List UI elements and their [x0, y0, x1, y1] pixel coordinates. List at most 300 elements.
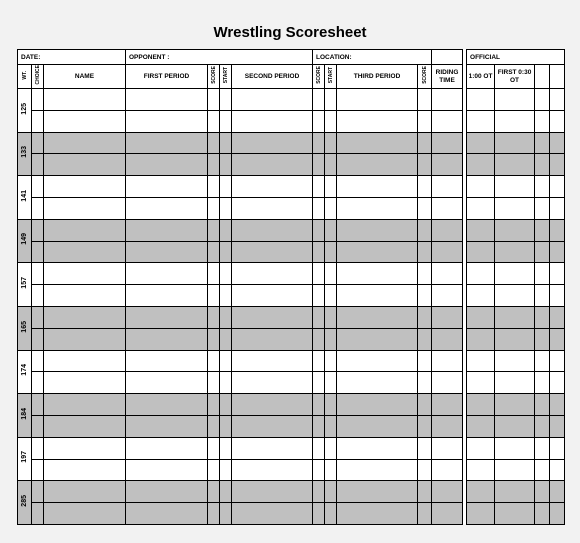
score-cell[interactable] — [313, 437, 325, 459]
first-period-cell[interactable] — [126, 219, 208, 241]
second-period-cell[interactable] — [232, 481, 313, 503]
opponent-label[interactable]: OPPONENT : — [126, 50, 313, 65]
score-cell[interactable] — [418, 154, 432, 176]
first-030-ot-cell[interactable] — [495, 372, 535, 394]
second-period-cell[interactable] — [232, 176, 313, 198]
first-period-cell[interactable] — [126, 481, 208, 503]
first-030-ot-cell[interactable] — [495, 350, 535, 372]
ot-extra-cell[interactable] — [550, 110, 565, 132]
start-cell[interactable] — [220, 241, 232, 263]
score-cell[interactable] — [418, 197, 432, 219]
riding-time-cell[interactable] — [432, 219, 463, 241]
ot-extra-cell[interactable] — [550, 459, 565, 481]
first-period-cell[interactable] — [126, 89, 208, 111]
ot-100-cell[interactable] — [467, 154, 495, 176]
ot-extra-cell[interactable] — [535, 459, 550, 481]
ot-100-cell[interactable] — [467, 89, 495, 111]
first-030-ot-cell[interactable] — [495, 394, 535, 416]
ot-extra-cell[interactable] — [535, 197, 550, 219]
start-cell[interactable] — [220, 110, 232, 132]
score-cell[interactable] — [208, 154, 220, 176]
first-period-cell[interactable] — [126, 176, 208, 198]
first-period-cell[interactable] — [126, 328, 208, 350]
choice-cell[interactable] — [32, 132, 44, 154]
score-cell[interactable] — [418, 241, 432, 263]
start-cell[interactable] — [220, 154, 232, 176]
start-cell[interactable] — [325, 481, 337, 503]
score-cell[interactable] — [208, 241, 220, 263]
riding-time-cell[interactable] — [432, 241, 463, 263]
name-cell[interactable] — [44, 394, 126, 416]
score-cell[interactable] — [313, 350, 325, 372]
score-cell[interactable] — [313, 306, 325, 328]
location-label[interactable]: LOCATION: — [313, 50, 432, 65]
ot-extra-cell[interactable] — [535, 263, 550, 285]
third-period-cell[interactable] — [337, 132, 418, 154]
second-period-cell[interactable] — [232, 197, 313, 219]
start-cell[interactable] — [220, 437, 232, 459]
second-period-cell[interactable] — [232, 263, 313, 285]
ot-100-cell[interactable] — [467, 350, 495, 372]
start-cell[interactable] — [325, 241, 337, 263]
start-cell[interactable] — [220, 285, 232, 307]
start-cell[interactable] — [220, 176, 232, 198]
first-period-cell[interactable] — [126, 503, 208, 525]
first-period-cell[interactable] — [126, 132, 208, 154]
third-period-cell[interactable] — [337, 394, 418, 416]
choice-cell[interactable] — [32, 481, 44, 503]
choice-cell[interactable] — [32, 503, 44, 525]
start-cell[interactable] — [325, 350, 337, 372]
score-cell[interactable] — [208, 110, 220, 132]
name-cell[interactable] — [44, 154, 126, 176]
ot-100-cell[interactable] — [467, 415, 495, 437]
ot-extra-cell[interactable] — [535, 132, 550, 154]
first-period-cell[interactable] — [126, 459, 208, 481]
ot-extra-cell[interactable] — [550, 306, 565, 328]
start-cell[interactable] — [325, 89, 337, 111]
score-cell[interactable] — [208, 89, 220, 111]
start-cell[interactable] — [325, 285, 337, 307]
score-cell[interactable] — [313, 176, 325, 198]
score-cell[interactable] — [208, 481, 220, 503]
third-period-cell[interactable] — [337, 328, 418, 350]
third-period-cell[interactable] — [337, 89, 418, 111]
second-period-cell[interactable] — [232, 503, 313, 525]
second-period-cell[interactable] — [232, 437, 313, 459]
ot-100-cell[interactable] — [467, 176, 495, 198]
first-030-ot-cell[interactable] — [495, 415, 535, 437]
third-period-cell[interactable] — [337, 197, 418, 219]
ot-100-cell[interactable] — [467, 306, 495, 328]
ot-extra-cell[interactable] — [550, 263, 565, 285]
third-period-cell[interactable] — [337, 219, 418, 241]
first-period-cell[interactable] — [126, 415, 208, 437]
riding-time-cell[interactable] — [432, 154, 463, 176]
name-cell[interactable] — [44, 372, 126, 394]
ot-extra-cell[interactable] — [550, 285, 565, 307]
start-cell[interactable] — [220, 328, 232, 350]
start-cell[interactable] — [220, 350, 232, 372]
score-cell[interactable] — [418, 415, 432, 437]
first-period-cell[interactable] — [126, 372, 208, 394]
third-period-cell[interactable] — [337, 415, 418, 437]
score-cell[interactable] — [418, 394, 432, 416]
start-cell[interactable] — [325, 394, 337, 416]
score-cell[interactable] — [313, 459, 325, 481]
ot-extra-cell[interactable] — [535, 154, 550, 176]
name-cell[interactable] — [44, 89, 126, 111]
start-cell[interactable] — [220, 219, 232, 241]
ot-100-cell[interactable] — [467, 437, 495, 459]
score-cell[interactable] — [418, 503, 432, 525]
first-030-ot-cell[interactable] — [495, 132, 535, 154]
first-period-cell[interactable] — [126, 285, 208, 307]
ot-extra-cell[interactable] — [550, 132, 565, 154]
ot-extra-cell[interactable] — [550, 241, 565, 263]
score-cell[interactable] — [208, 263, 220, 285]
score-cell[interactable] — [208, 350, 220, 372]
ot-100-cell[interactable] — [467, 263, 495, 285]
first-030-ot-cell[interactable] — [495, 285, 535, 307]
ot-extra-cell[interactable] — [550, 154, 565, 176]
name-cell[interactable] — [44, 285, 126, 307]
start-cell[interactable] — [220, 394, 232, 416]
score-cell[interactable] — [208, 415, 220, 437]
third-period-cell[interactable] — [337, 285, 418, 307]
score-cell[interactable] — [313, 503, 325, 525]
second-period-cell[interactable] — [232, 415, 313, 437]
start-cell[interactable] — [325, 415, 337, 437]
first-period-cell[interactable] — [126, 350, 208, 372]
start-cell[interactable] — [325, 154, 337, 176]
ot-extra-cell[interactable] — [535, 372, 550, 394]
ot-extra-cell[interactable] — [535, 350, 550, 372]
ot-100-cell[interactable] — [467, 132, 495, 154]
choice-cell[interactable] — [32, 306, 44, 328]
ot-extra-cell[interactable] — [550, 437, 565, 459]
score-cell[interactable] — [418, 306, 432, 328]
start-cell[interactable] — [325, 372, 337, 394]
score-cell[interactable] — [418, 89, 432, 111]
start-cell[interactable] — [325, 176, 337, 198]
ot-extra-cell[interactable] — [535, 437, 550, 459]
score-cell[interactable] — [313, 89, 325, 111]
first-period-cell[interactable] — [126, 241, 208, 263]
ot-100-cell[interactable] — [467, 372, 495, 394]
start-cell[interactable] — [220, 89, 232, 111]
choice-cell[interactable] — [32, 372, 44, 394]
score-cell[interactable] — [208, 306, 220, 328]
ot-100-cell[interactable] — [467, 328, 495, 350]
score-cell[interactable] — [208, 372, 220, 394]
second-period-cell[interactable] — [232, 394, 313, 416]
choice-cell[interactable] — [32, 110, 44, 132]
first-period-cell[interactable] — [126, 197, 208, 219]
start-cell[interactable] — [220, 263, 232, 285]
third-period-cell[interactable] — [337, 481, 418, 503]
first-030-ot-cell[interactable] — [495, 89, 535, 111]
ot-100-cell[interactable] — [467, 110, 495, 132]
riding-time-cell[interactable] — [432, 481, 463, 503]
start-cell[interactable] — [220, 481, 232, 503]
first-period-cell[interactable] — [126, 263, 208, 285]
date-label[interactable]: DATE: — [18, 50, 126, 65]
score-cell[interactable] — [313, 154, 325, 176]
third-period-cell[interactable] — [337, 372, 418, 394]
third-period-cell[interactable] — [337, 459, 418, 481]
riding-time-cell[interactable] — [432, 350, 463, 372]
third-period-cell[interactable] — [337, 350, 418, 372]
name-cell[interactable] — [44, 481, 126, 503]
third-period-cell[interactable] — [337, 306, 418, 328]
choice-cell[interactable] — [32, 285, 44, 307]
score-cell[interactable] — [208, 132, 220, 154]
first-030-ot-cell[interactable] — [495, 154, 535, 176]
start-cell[interactable] — [220, 306, 232, 328]
riding-time-cell[interactable] — [432, 110, 463, 132]
ot-extra-cell[interactable] — [535, 241, 550, 263]
ot-extra-cell[interactable] — [550, 176, 565, 198]
score-cell[interactable] — [418, 459, 432, 481]
second-period-cell[interactable] — [232, 459, 313, 481]
first-030-ot-cell[interactable] — [495, 241, 535, 263]
riding-time-cell[interactable] — [432, 503, 463, 525]
ot-extra-cell[interactable] — [535, 219, 550, 241]
score-cell[interactable] — [418, 372, 432, 394]
riding-time-cell[interactable] — [432, 394, 463, 416]
ot-extra-cell[interactable] — [550, 89, 565, 111]
first-period-cell[interactable] — [126, 110, 208, 132]
second-period-cell[interactable] — [232, 372, 313, 394]
start-cell[interactable] — [325, 110, 337, 132]
name-cell[interactable] — [44, 241, 126, 263]
name-cell[interactable] — [44, 415, 126, 437]
third-period-cell[interactable] — [337, 241, 418, 263]
score-cell[interactable] — [313, 285, 325, 307]
ot-extra-cell[interactable] — [550, 503, 565, 525]
riding-time-cell[interactable] — [432, 415, 463, 437]
score-cell[interactable] — [418, 285, 432, 307]
third-period-cell[interactable] — [337, 437, 418, 459]
start-cell[interactable] — [325, 459, 337, 481]
ot-extra-cell[interactable] — [535, 285, 550, 307]
ot-extra-cell[interactable] — [535, 176, 550, 198]
ot-100-cell[interactable] — [467, 394, 495, 416]
name-cell[interactable] — [44, 263, 126, 285]
first-period-cell[interactable] — [126, 154, 208, 176]
choice-cell[interactable] — [32, 197, 44, 219]
name-cell[interactable] — [44, 459, 126, 481]
choice-cell[interactable] — [32, 154, 44, 176]
official-label[interactable]: OFFICIAL — [467, 50, 565, 65]
name-cell[interactable] — [44, 219, 126, 241]
score-cell[interactable] — [313, 415, 325, 437]
first-030-ot-cell[interactable] — [495, 328, 535, 350]
score-cell[interactable] — [313, 132, 325, 154]
score-cell[interactable] — [313, 372, 325, 394]
second-period-cell[interactable] — [232, 328, 313, 350]
start-cell[interactable] — [325, 328, 337, 350]
second-period-cell[interactable] — [232, 219, 313, 241]
score-cell[interactable] — [208, 503, 220, 525]
score-cell[interactable] — [208, 459, 220, 481]
start-cell[interactable] — [325, 197, 337, 219]
score-cell[interactable] — [208, 197, 220, 219]
name-cell[interactable] — [44, 328, 126, 350]
name-cell[interactable] — [44, 306, 126, 328]
choice-cell[interactable] — [32, 89, 44, 111]
name-cell[interactable] — [44, 437, 126, 459]
second-period-cell[interactable] — [232, 241, 313, 263]
ot-extra-cell[interactable] — [550, 197, 565, 219]
score-cell[interactable] — [418, 481, 432, 503]
score-cell[interactable] — [418, 110, 432, 132]
start-cell[interactable] — [220, 415, 232, 437]
score-cell[interactable] — [418, 219, 432, 241]
start-cell[interactable] — [220, 372, 232, 394]
score-cell[interactable] — [208, 285, 220, 307]
first-030-ot-cell[interactable] — [495, 110, 535, 132]
start-cell[interactable] — [220, 132, 232, 154]
score-cell[interactable] — [313, 328, 325, 350]
second-period-cell[interactable] — [232, 154, 313, 176]
start-cell[interactable] — [325, 437, 337, 459]
third-period-cell[interactable] — [337, 503, 418, 525]
ot-extra-cell[interactable] — [550, 350, 565, 372]
score-cell[interactable] — [418, 263, 432, 285]
choice-cell[interactable] — [32, 415, 44, 437]
ot-extra-cell[interactable] — [535, 306, 550, 328]
ot-extra-cell[interactable] — [535, 481, 550, 503]
start-cell[interactable] — [220, 459, 232, 481]
second-period-cell[interactable] — [232, 285, 313, 307]
score-cell[interactable] — [208, 437, 220, 459]
riding-time-cell[interactable] — [432, 263, 463, 285]
riding-time-cell[interactable] — [432, 328, 463, 350]
riding-time-cell[interactable] — [432, 132, 463, 154]
ot-100-cell[interactable] — [467, 285, 495, 307]
ot-extra-cell[interactable] — [550, 481, 565, 503]
start-cell[interactable] — [325, 132, 337, 154]
score-cell[interactable] — [208, 328, 220, 350]
riding-time-cell[interactable] — [432, 89, 463, 111]
ot-extra-cell[interactable] — [550, 394, 565, 416]
third-period-cell[interactable] — [337, 263, 418, 285]
ot-extra-cell[interactable] — [550, 219, 565, 241]
ot-extra-cell[interactable] — [535, 415, 550, 437]
choice-cell[interactable] — [32, 328, 44, 350]
ot-100-cell[interactable] — [467, 241, 495, 263]
name-cell[interactable] — [44, 132, 126, 154]
first-030-ot-cell[interactable] — [495, 197, 535, 219]
first-030-ot-cell[interactable] — [495, 481, 535, 503]
choice-cell[interactable] — [32, 350, 44, 372]
score-cell[interactable] — [418, 328, 432, 350]
choice-cell[interactable] — [32, 437, 44, 459]
start-cell[interactable] — [220, 197, 232, 219]
second-period-cell[interactable] — [232, 306, 313, 328]
first-period-cell[interactable] — [126, 306, 208, 328]
score-cell[interactable] — [313, 394, 325, 416]
riding-time-cell[interactable] — [432, 459, 463, 481]
first-030-ot-cell[interactable] — [495, 176, 535, 198]
score-cell[interactable] — [313, 481, 325, 503]
ot-extra-cell[interactable] — [535, 394, 550, 416]
choice-cell[interactable] — [32, 263, 44, 285]
start-cell[interactable] — [325, 219, 337, 241]
riding-time-cell[interactable] — [432, 285, 463, 307]
score-cell[interactable] — [313, 219, 325, 241]
score-cell[interactable] — [313, 110, 325, 132]
riding-time-cell[interactable] — [432, 176, 463, 198]
choice-cell[interactable] — [32, 459, 44, 481]
riding-time-cell[interactable] — [432, 306, 463, 328]
ot-100-cell[interactable] — [467, 219, 495, 241]
name-cell[interactable] — [44, 503, 126, 525]
first-030-ot-cell[interactable] — [495, 263, 535, 285]
score-cell[interactable] — [418, 132, 432, 154]
score-cell[interactable] — [313, 263, 325, 285]
score-cell[interactable] — [208, 394, 220, 416]
ot-extra-cell[interactable] — [535, 110, 550, 132]
first-period-cell[interactable] — [126, 394, 208, 416]
name-cell[interactable] — [44, 197, 126, 219]
name-cell[interactable] — [44, 176, 126, 198]
blank-info-cell[interactable] — [432, 50, 463, 65]
riding-time-cell[interactable] — [432, 372, 463, 394]
score-cell[interactable] — [418, 176, 432, 198]
first-030-ot-cell[interactable] — [495, 437, 535, 459]
ot-extra-cell[interactable] — [535, 503, 550, 525]
start-cell[interactable] — [325, 306, 337, 328]
ot-100-cell[interactable] — [467, 197, 495, 219]
start-cell[interactable] — [220, 503, 232, 525]
riding-time-cell[interactable] — [432, 437, 463, 459]
ot-extra-cell[interactable] — [550, 328, 565, 350]
ot-100-cell[interactable] — [467, 503, 495, 525]
score-cell[interactable] — [418, 350, 432, 372]
score-cell[interactable] — [418, 437, 432, 459]
score-cell[interactable] — [313, 197, 325, 219]
riding-time-cell[interactable] — [432, 197, 463, 219]
ot-extra-cell[interactable] — [550, 415, 565, 437]
ot-extra-cell[interactable] — [535, 328, 550, 350]
third-period-cell[interactable] — [337, 110, 418, 132]
second-period-cell[interactable] — [232, 110, 313, 132]
score-cell[interactable] — [313, 241, 325, 263]
name-cell[interactable] — [44, 110, 126, 132]
third-period-cell[interactable] — [337, 154, 418, 176]
second-period-cell[interactable] — [232, 89, 313, 111]
first-030-ot-cell[interactable] — [495, 459, 535, 481]
start-cell[interactable] — [325, 503, 337, 525]
start-cell[interactable] — [325, 263, 337, 285]
ot-100-cell[interactable] — [467, 459, 495, 481]
second-period-cell[interactable] — [232, 350, 313, 372]
choice-cell[interactable] — [32, 394, 44, 416]
score-cell[interactable] — [208, 219, 220, 241]
ot-extra-cell[interactable] — [535, 89, 550, 111]
first-030-ot-cell[interactable] — [495, 503, 535, 525]
choice-cell[interactable] — [32, 176, 44, 198]
third-period-cell[interactable] — [337, 176, 418, 198]
first-period-cell[interactable] — [126, 437, 208, 459]
ot-extra-cell[interactable] — [550, 372, 565, 394]
first-030-ot-cell[interactable] — [495, 306, 535, 328]
choice-cell[interactable] — [32, 241, 44, 263]
ot-100-cell[interactable] — [467, 481, 495, 503]
